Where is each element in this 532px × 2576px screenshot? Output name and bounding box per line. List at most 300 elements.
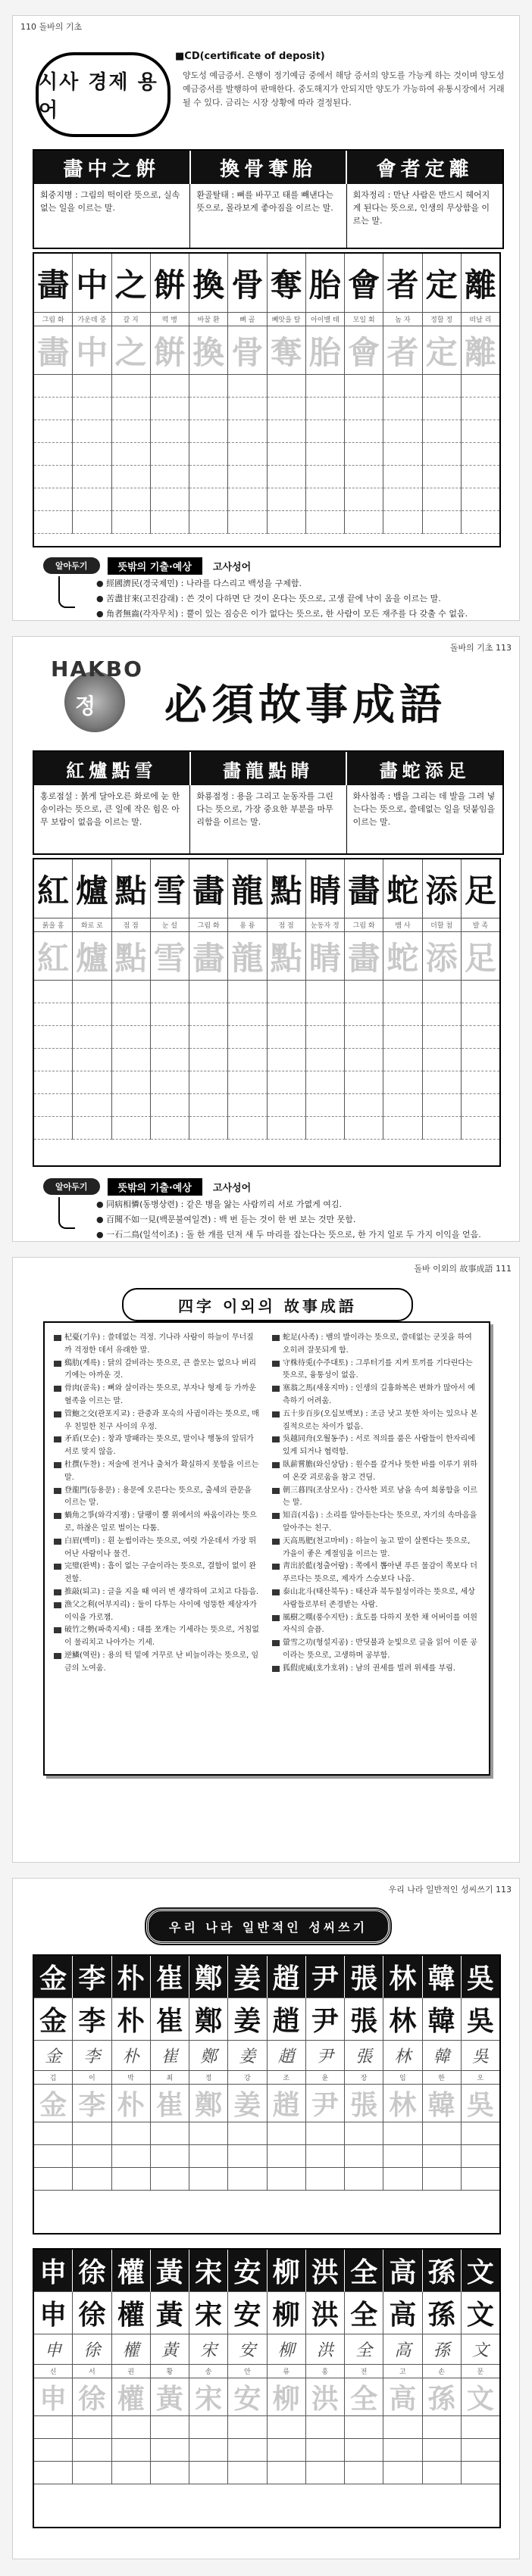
blank-cell[interactable] <box>268 1071 306 1094</box>
trace-char: 奪 <box>268 326 306 375</box>
blank-cell[interactable] <box>112 1026 151 1049</box>
blank-cell[interactable] <box>345 398 383 420</box>
blank-cell[interactable] <box>34 488 73 511</box>
blank-cell[interactable] <box>306 1117 345 1140</box>
blank-cell[interactable] <box>112 2462 151 2484</box>
blank-cell[interactable] <box>306 2416 345 2439</box>
blank-cell[interactable] <box>189 2416 228 2439</box>
blank-cell[interactable] <box>462 398 499 420</box>
blank-cell[interactable] <box>268 2122 306 2145</box>
blank-cell[interactable] <box>151 1026 189 1049</box>
blank-cell[interactable] <box>73 1071 111 1094</box>
char-reading: 화로 로 <box>73 918 111 932</box>
blank-cell[interactable] <box>112 398 151 420</box>
blank-cell[interactable] <box>189 1049 228 1071</box>
blank-cell[interactable] <box>345 2122 383 2145</box>
blank-cell[interactable] <box>151 466 189 488</box>
blank-cell[interactable] <box>383 443 422 466</box>
blank-cell[interactable] <box>151 2439 189 2462</box>
blank-cell[interactable] <box>228 2145 267 2168</box>
blank-cell[interactable] <box>34 1117 73 1140</box>
blank-cell[interactable] <box>306 1026 345 1049</box>
blank-cell[interactable] <box>34 2439 73 2462</box>
blank-cell[interactable] <box>73 2416 111 2439</box>
blank-cell[interactable] <box>268 1117 306 1140</box>
blank-cell[interactable] <box>189 1003 228 1026</box>
blank-cell[interactable] <box>345 466 383 488</box>
blank-cell[interactable] <box>306 1071 345 1094</box>
blank-row[interactable] <box>34 1003 499 1026</box>
blank-cell[interactable] <box>73 981 111 1003</box>
blank-cell[interactable] <box>112 488 151 511</box>
blank-cell[interactable] <box>306 2122 345 2145</box>
blank-cell[interactable] <box>34 2145 73 2168</box>
blank-cell[interactable] <box>423 981 462 1003</box>
blank-cell[interactable] <box>151 398 189 420</box>
blank-cell[interactable] <box>423 2462 462 2484</box>
blank-cell[interactable] <box>268 2168 306 2191</box>
running-header: 110 돌바의 기초 <box>20 22 83 32</box>
blank-cell[interactable] <box>306 398 345 420</box>
blank-cell[interactable] <box>268 511 306 534</box>
blank-cell[interactable] <box>345 981 383 1003</box>
idiom-entry <box>54 1485 260 1511</box>
blank-cell[interactable] <box>112 511 151 534</box>
idiom-entry <box>272 1433 478 1459</box>
blank-row[interactable] <box>34 420 499 443</box>
blank-cell[interactable] <box>34 2416 73 2439</box>
blank-cell[interactable] <box>34 1003 73 1026</box>
blank-cell[interactable] <box>228 2122 267 2145</box>
idiom-entry <box>272 1561 478 1586</box>
surname-model: 金 <box>34 1998 73 2041</box>
blank-cell[interactable] <box>345 420 383 443</box>
blank-cell[interactable] <box>189 2122 228 2145</box>
blank-cell[interactable] <box>345 1026 383 1049</box>
blank-cell[interactable] <box>189 375 228 398</box>
blank-cell[interactable] <box>462 1094 499 1117</box>
idiom-entry-text: 杞憂(기우) : 쓸데없는 걱정. 기나라 사람이 하늘이 무너질까 걱정한 데서 유래한 말. <box>64 1333 254 1355</box>
blank-cell[interactable] <box>306 375 345 398</box>
blank-cell[interactable] <box>306 443 345 466</box>
blank-cell[interactable] <box>268 2462 306 2484</box>
blank-cell[interactable] <box>151 981 189 1003</box>
blank-row[interactable] <box>34 1071 499 1094</box>
blank-cell[interactable] <box>462 511 499 534</box>
blank-cell[interactable] <box>268 398 306 420</box>
blank-cell[interactable] <box>268 375 306 398</box>
blank-cell[interactable] <box>189 2145 228 2168</box>
blank-cell[interactable] <box>228 466 267 488</box>
surname-trace: 徐 <box>73 2378 111 2416</box>
blank-cell[interactable] <box>306 466 345 488</box>
blank-cell[interactable] <box>423 511 462 534</box>
blank-cell[interactable] <box>306 488 345 511</box>
model-char: 離 <box>462 254 499 313</box>
blank-cell[interactable] <box>73 466 111 488</box>
blank-cell[interactable] <box>189 1071 228 1094</box>
blank-cell[interactable] <box>112 2122 151 2145</box>
blank-cell[interactable] <box>228 1117 267 1140</box>
blank-cell[interactable] <box>112 981 151 1003</box>
blank-cell[interactable] <box>383 981 422 1003</box>
blank-cell[interactable] <box>151 443 189 466</box>
square-bullet-icon <box>54 1564 61 1570</box>
blank-cell[interactable] <box>112 2168 151 2191</box>
blank-cell[interactable] <box>73 1094 111 1117</box>
surname-reading: 한 <box>423 2071 462 2085</box>
blank-cell[interactable] <box>151 420 189 443</box>
blank-cell[interactable] <box>345 1049 383 1071</box>
blank-cell[interactable] <box>73 511 111 534</box>
blank-cell[interactable] <box>462 488 499 511</box>
blank-cell[interactable] <box>73 2168 111 2191</box>
blank-cell[interactable] <box>112 420 151 443</box>
blank-cell[interactable] <box>189 466 228 488</box>
blank-cell[interactable] <box>112 1003 151 1026</box>
blank-cell[interactable] <box>383 375 422 398</box>
blank-cell[interactable] <box>189 1026 228 1049</box>
blank-cell[interactable] <box>383 2439 422 2462</box>
blank-cell[interactable] <box>34 511 73 534</box>
blank-cell[interactable] <box>73 375 111 398</box>
trace-char: 點 <box>268 932 306 981</box>
blank-cell[interactable] <box>462 1117 499 1140</box>
char-reading: 용 룡 <box>228 918 267 932</box>
blank-cell[interactable] <box>462 2439 499 2462</box>
blank-cell[interactable] <box>268 2439 306 2462</box>
blank-cell[interactable] <box>189 2462 228 2484</box>
blank-row[interactable] <box>34 398 499 420</box>
blank-cell[interactable] <box>151 511 189 534</box>
blank-cell[interactable] <box>345 2462 383 2484</box>
blank-cell[interactable] <box>462 466 499 488</box>
blank-cell[interactable] <box>73 1003 111 1026</box>
blank-cell[interactable] <box>345 1094 383 1117</box>
blank-cell[interactable] <box>112 2439 151 2462</box>
blank-cell[interactable] <box>73 2122 111 2145</box>
blank-cell[interactable] <box>423 1071 462 1094</box>
char-reading: 갈 지 <box>112 313 151 326</box>
blank-cell[interactable] <box>462 1003 499 1026</box>
square-bullet-icon <box>54 1436 61 1442</box>
blank-row[interactable] <box>34 1094 499 1117</box>
blank-cell[interactable] <box>462 2145 499 2168</box>
blank-cell[interactable] <box>423 2122 462 2145</box>
blank-cell[interactable] <box>306 981 345 1003</box>
blank-cell[interactable] <box>189 443 228 466</box>
blank-cell[interactable] <box>462 1026 499 1049</box>
blank-cell[interactable] <box>345 488 383 511</box>
blank-cell[interactable] <box>189 1117 228 1140</box>
blank-cell[interactable] <box>228 420 267 443</box>
blank-cell[interactable] <box>112 1117 151 1140</box>
blank-cell[interactable] <box>383 511 422 534</box>
blank-cell[interactable] <box>383 1071 422 1094</box>
blank-cell[interactable] <box>112 2416 151 2439</box>
surname-heading: 韓 <box>423 1956 462 1998</box>
blank-cell[interactable] <box>228 443 267 466</box>
blank-cell[interactable] <box>73 2145 111 2168</box>
surname-trace: 文 <box>462 2378 499 2416</box>
blank-cell[interactable] <box>151 1003 189 1026</box>
blank-cell[interactable] <box>73 398 111 420</box>
blank-cell[interactable] <box>383 488 422 511</box>
blank-cell[interactable] <box>268 420 306 443</box>
blank-cell[interactable] <box>189 981 228 1003</box>
blank-cell[interactable] <box>383 2416 422 2439</box>
blank-cell[interactable] <box>34 375 73 398</box>
blank-cell[interactable] <box>345 1071 383 1094</box>
blank-cell[interactable] <box>383 1094 422 1117</box>
blank-cell[interactable] <box>462 1071 499 1094</box>
blank-cell[interactable] <box>34 2462 73 2484</box>
note-hook <box>58 576 75 608</box>
blank-cell[interactable] <box>345 1003 383 1026</box>
blank-cell[interactable] <box>228 1094 267 1117</box>
blank-cell[interactable] <box>112 443 151 466</box>
blank-cell[interactable] <box>423 2145 462 2168</box>
blank-cell[interactable] <box>462 2122 499 2145</box>
blank-cell[interactable] <box>189 398 228 420</box>
blank-cell[interactable] <box>306 2462 345 2484</box>
idiom-entry <box>272 1459 478 1485</box>
blank-cell[interactable] <box>268 2145 306 2168</box>
blank-cell[interactable] <box>306 420 345 443</box>
char-reading: 뼈 골 <box>228 313 267 326</box>
blank-cell[interactable] <box>423 1117 462 1140</box>
blank-cell[interactable] <box>423 398 462 420</box>
blank-cell[interactable] <box>423 1049 462 1071</box>
blank-row[interactable] <box>34 488 499 511</box>
blank-cell[interactable] <box>73 443 111 466</box>
blank-cell[interactable] <box>423 2168 462 2191</box>
blank-cell[interactable] <box>268 466 306 488</box>
blank-cell[interactable] <box>112 1094 151 1117</box>
blank-cell[interactable] <box>189 2439 228 2462</box>
blank-cell[interactable] <box>383 2122 422 2145</box>
blank-cell[interactable] <box>189 420 228 443</box>
blank-cell-row <box>34 2145 499 2168</box>
blank-cell[interactable] <box>462 375 499 398</box>
surname-model: 吳 <box>462 1998 499 2041</box>
blank-cell[interactable] <box>73 2439 111 2462</box>
blank-cell[interactable] <box>151 2145 189 2168</box>
blank-cell[interactable] <box>228 2168 267 2191</box>
blank-cell[interactable] <box>462 2168 499 2191</box>
blank-cell[interactable] <box>345 443 383 466</box>
blank-cell[interactable] <box>383 1003 422 1026</box>
blank-cell[interactable] <box>34 443 73 466</box>
blank-cell[interactable] <box>151 1117 189 1140</box>
blank-row[interactable] <box>34 511 499 534</box>
blank-cell[interactable] <box>462 2416 499 2439</box>
blank-cell[interactable] <box>228 1049 267 1071</box>
idiom-entry <box>272 1332 478 1358</box>
blank-row[interactable] <box>34 1049 499 1071</box>
idiom-entry-text: 逆鱗(역린) : 용의 턱 밑에 거꾸로 난 비늘이라는 뜻으로, 임금의 노여움. <box>64 1651 259 1673</box>
trace-char: 骨 <box>228 326 267 375</box>
blank-cell[interactable] <box>73 1049 111 1071</box>
blank-cell[interactable] <box>73 1026 111 1049</box>
blank-cell[interactable] <box>383 1026 422 1049</box>
blank-cell[interactable] <box>112 1071 151 1094</box>
blank-cell[interactable] <box>383 420 422 443</box>
blank-row[interactable] <box>34 466 499 488</box>
blank-cell[interactable] <box>345 511 383 534</box>
blank-cell[interactable] <box>268 981 306 1003</box>
blank-cell[interactable] <box>151 2168 189 2191</box>
surname-reading: 문 <box>462 2365 499 2378</box>
blank-practice-rows[interactable] <box>34 981 499 1140</box>
blank-cell[interactable] <box>306 511 345 534</box>
blank-cell[interactable] <box>151 1071 189 1094</box>
blank-cell[interactable] <box>228 2439 267 2462</box>
surname-handwritten: 安 <box>228 2334 267 2365</box>
surname-heading: 柳 <box>268 2250 306 2292</box>
blank-cell[interactable] <box>228 1071 267 1094</box>
blank-cell[interactable] <box>151 2122 189 2145</box>
blank-cell[interactable] <box>268 443 306 466</box>
blank-cell[interactable] <box>34 1071 73 1094</box>
blank-cell[interactable] <box>268 488 306 511</box>
note-item: ● 經國濟民(경국제민) : 나라를 다스리고 백성을 구제함. <box>96 579 302 588</box>
blank-cell[interactable] <box>462 443 499 466</box>
blank-cell[interactable] <box>306 2439 345 2462</box>
blank-cell[interactable] <box>228 1003 267 1026</box>
blank-cell[interactable] <box>383 2462 422 2484</box>
blank-cell[interactable] <box>73 1117 111 1140</box>
blank-cell[interactable] <box>345 2439 383 2462</box>
blank-cell[interactable] <box>383 398 422 420</box>
blank-cell[interactable] <box>34 1049 73 1071</box>
blank-cell[interactable] <box>423 488 462 511</box>
blank-cell[interactable] <box>151 1049 189 1071</box>
blank-cell[interactable] <box>112 466 151 488</box>
blank-cell[interactable] <box>383 1117 422 1140</box>
blank-cell[interactable] <box>34 981 73 1003</box>
blank-cell[interactable] <box>462 420 499 443</box>
blank-cell[interactable] <box>345 1117 383 1140</box>
blank-cell[interactable] <box>383 1049 422 1071</box>
blank-cell[interactable] <box>423 375 462 398</box>
blank-cell[interactable] <box>423 443 462 466</box>
surname-heading: 徐 <box>73 2250 111 2292</box>
blank-cell[interactable] <box>228 488 267 511</box>
blank-cell[interactable] <box>423 1026 462 1049</box>
blank-cell[interactable] <box>228 1026 267 1049</box>
blank-cell[interactable] <box>423 1003 462 1026</box>
blank-cell[interactable] <box>462 1049 499 1071</box>
blank-cell[interactable] <box>306 2168 345 2191</box>
blank-row[interactable] <box>34 981 499 1003</box>
blank-cell[interactable] <box>189 2168 228 2191</box>
blank-row[interactable] <box>34 1117 499 1140</box>
blank-cell[interactable] <box>306 1049 345 1071</box>
surname-trace: 安 <box>228 2378 267 2416</box>
blank-cell[interactable] <box>34 398 73 420</box>
blank-cell[interactable] <box>423 2416 462 2439</box>
blank-cell[interactable] <box>151 1094 189 1117</box>
blank-cell[interactable] <box>306 1094 345 1117</box>
blank-cell[interactable] <box>423 1094 462 1117</box>
blank-cell[interactable] <box>228 2416 267 2439</box>
blank-row[interactable] <box>34 375 499 398</box>
surname-reading: 홍 <box>306 2365 345 2378</box>
model-char-row <box>34 859 499 918</box>
blank-cell[interactable] <box>151 2462 189 2484</box>
blank-cell[interactable] <box>268 1049 306 1071</box>
surname-heading: 孫 <box>423 2250 462 2292</box>
blank-cell[interactable] <box>423 2439 462 2462</box>
blank-cell[interactable] <box>345 2416 383 2439</box>
idiom-entry-text: 泰山北斗(태산북두) : 태산과 북두칠성이라는 뜻으로, 세상 사람들로부터 존경받는 사람. <box>283 1587 475 1609</box>
blank-cell[interactable] <box>268 1026 306 1049</box>
blank-cell[interactable] <box>345 375 383 398</box>
blank-cell[interactable] <box>112 375 151 398</box>
blank-cell[interactable] <box>268 1094 306 1117</box>
blank-cell[interactable] <box>151 2416 189 2439</box>
surname-model-row <box>34 2292 499 2334</box>
blank-cell[interactable] <box>268 2416 306 2439</box>
blank-cell[interactable] <box>189 1094 228 1117</box>
blank-cell[interactable] <box>112 2145 151 2168</box>
blank-cell[interactable] <box>34 1094 73 1117</box>
blank-cell[interactable] <box>112 1049 151 1071</box>
blank-practice-rows[interactable] <box>34 375 499 534</box>
blank-cell[interactable] <box>383 466 422 488</box>
blank-cell[interactable] <box>228 2462 267 2484</box>
blank-cell[interactable] <box>462 981 499 1003</box>
blank-cell[interactable] <box>228 511 267 534</box>
blank-row[interactable] <box>34 1026 499 1049</box>
blank-cell[interactable] <box>34 2122 73 2145</box>
blank-cell[interactable] <box>73 2462 111 2484</box>
blank-cell[interactable] <box>268 1003 306 1026</box>
blank-cell[interactable] <box>73 488 111 511</box>
char-reading: 바꿀 환 <box>189 313 228 326</box>
blank-cell[interactable] <box>151 488 189 511</box>
blank-cell[interactable] <box>383 2145 422 2168</box>
blank-cell[interactable] <box>306 1003 345 1026</box>
blank-cell[interactable] <box>34 466 73 488</box>
blank-cell[interactable] <box>228 375 267 398</box>
blank-cell[interactable] <box>34 420 73 443</box>
blank-row[interactable] <box>34 443 499 466</box>
blank-cell[interactable] <box>423 420 462 443</box>
running-header: 우리 나라 일반적인 성씨쓰기 113 <box>388 1885 512 1895</box>
blank-cell[interactable] <box>73 420 111 443</box>
char-reading: 떠날 리 <box>462 313 499 326</box>
blank-cell[interactable] <box>462 2462 499 2484</box>
blank-cell[interactable] <box>306 2145 345 2168</box>
blank-cell[interactable] <box>345 2168 383 2191</box>
blank-cell[interactable] <box>151 375 189 398</box>
idiom-entry <box>272 1663 478 1676</box>
blank-cell[interactable] <box>189 511 228 534</box>
blank-cell[interactable] <box>423 466 462 488</box>
blank-cell[interactable] <box>345 2145 383 2168</box>
blank-cell[interactable] <box>34 2168 73 2191</box>
blank-cell[interactable] <box>383 2168 422 2191</box>
surname-handwritten: 申 <box>34 2334 73 2365</box>
square-bullet-icon <box>272 1386 280 1392</box>
blank-cell[interactable] <box>34 1026 73 1049</box>
blank-cell[interactable] <box>228 981 267 1003</box>
blank-cell[interactable] <box>228 398 267 420</box>
blank-cell[interactable] <box>189 488 228 511</box>
surname-heading: 宋 <box>189 2250 228 2292</box>
